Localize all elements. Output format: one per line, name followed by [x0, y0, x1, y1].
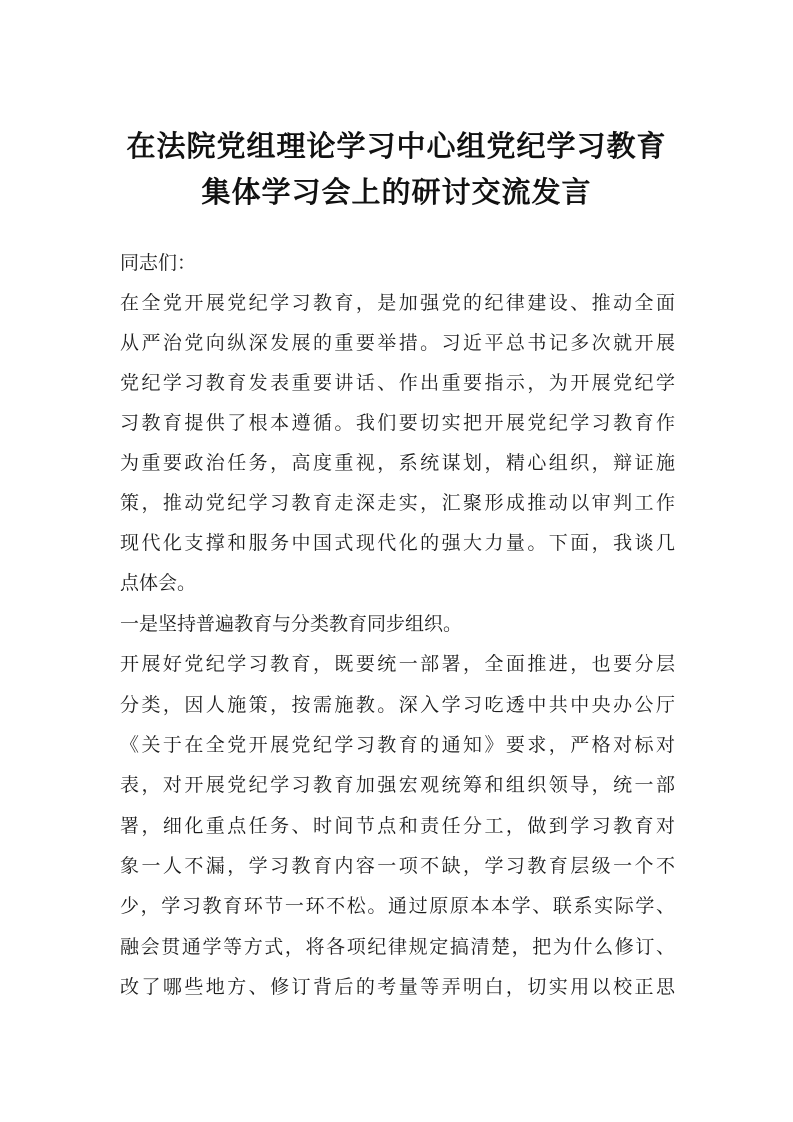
body-line: 开展好党纪学习教育，既要统一部署，全面推进，也要分层: [120, 653, 675, 675]
body-line: 融会贯通学等方式，将各项纪律规定搞清楚，把为什么修订、: [120, 936, 675, 958]
body-line: 为重要政治任务，高度重视，系统谋划，精心组织，辩证施: [120, 452, 675, 474]
body-line: 党纪学习教育发表重要讲话、作出重要指示，为开展党纪学: [120, 372, 675, 394]
body-line: 分类，因人施策，按需施教。深入学习吃透中共中央办公厅: [120, 694, 675, 716]
body-line: 《关于在全党开展党纪学习教育的通知》要求，严格对标对: [120, 734, 675, 756]
salutation: 同志们：: [120, 252, 197, 274]
section-heading: 一是坚持普遍教育与分类教育同步组织。: [120, 613, 463, 635]
body-line: 表，对开展党纪学习教育加强宏观统筹和组织领导，统一部: [120, 774, 675, 796]
body-line: 署，细化重点任务、时间节点和责任分工，做到学习教育对: [120, 815, 675, 837]
body-line: 从严治党向纵深发展的重要举措。习近平总书记多次就开展: [120, 332, 675, 354]
body-line: 在全党开展党纪学习教育，是加强党的纪律建设、推动全面: [120, 292, 675, 314]
body-line: 象一人不漏，学习教育内容一项不缺，学习教育层级一个不: [120, 855, 675, 877]
body-line: 改了哪些地方、修订背后的考量等弄明白，切实用以校正思: [120, 976, 675, 998]
body-line: 习教育提供了根本遵循。我们要切实把开展党纪学习教育作: [120, 412, 675, 434]
body-line: 点体会。: [120, 572, 197, 594]
document-title-line-1: 在法院党组理论学习中心组党纪学习教育: [126, 129, 667, 163]
body-line: 现代化支撑和服务中国式现代化的强大力量。下面，我谈几: [120, 532, 675, 554]
document-title-line-2: 集体学习会上的研讨交流发言: [201, 175, 592, 209]
body-line: 策，推动党纪学习教育走深走实，汇聚形成推动以审判工作: [120, 492, 675, 514]
body-line: 少，学习教育环节一环不松。通过原原本本学、联系实际学、: [120, 895, 675, 917]
